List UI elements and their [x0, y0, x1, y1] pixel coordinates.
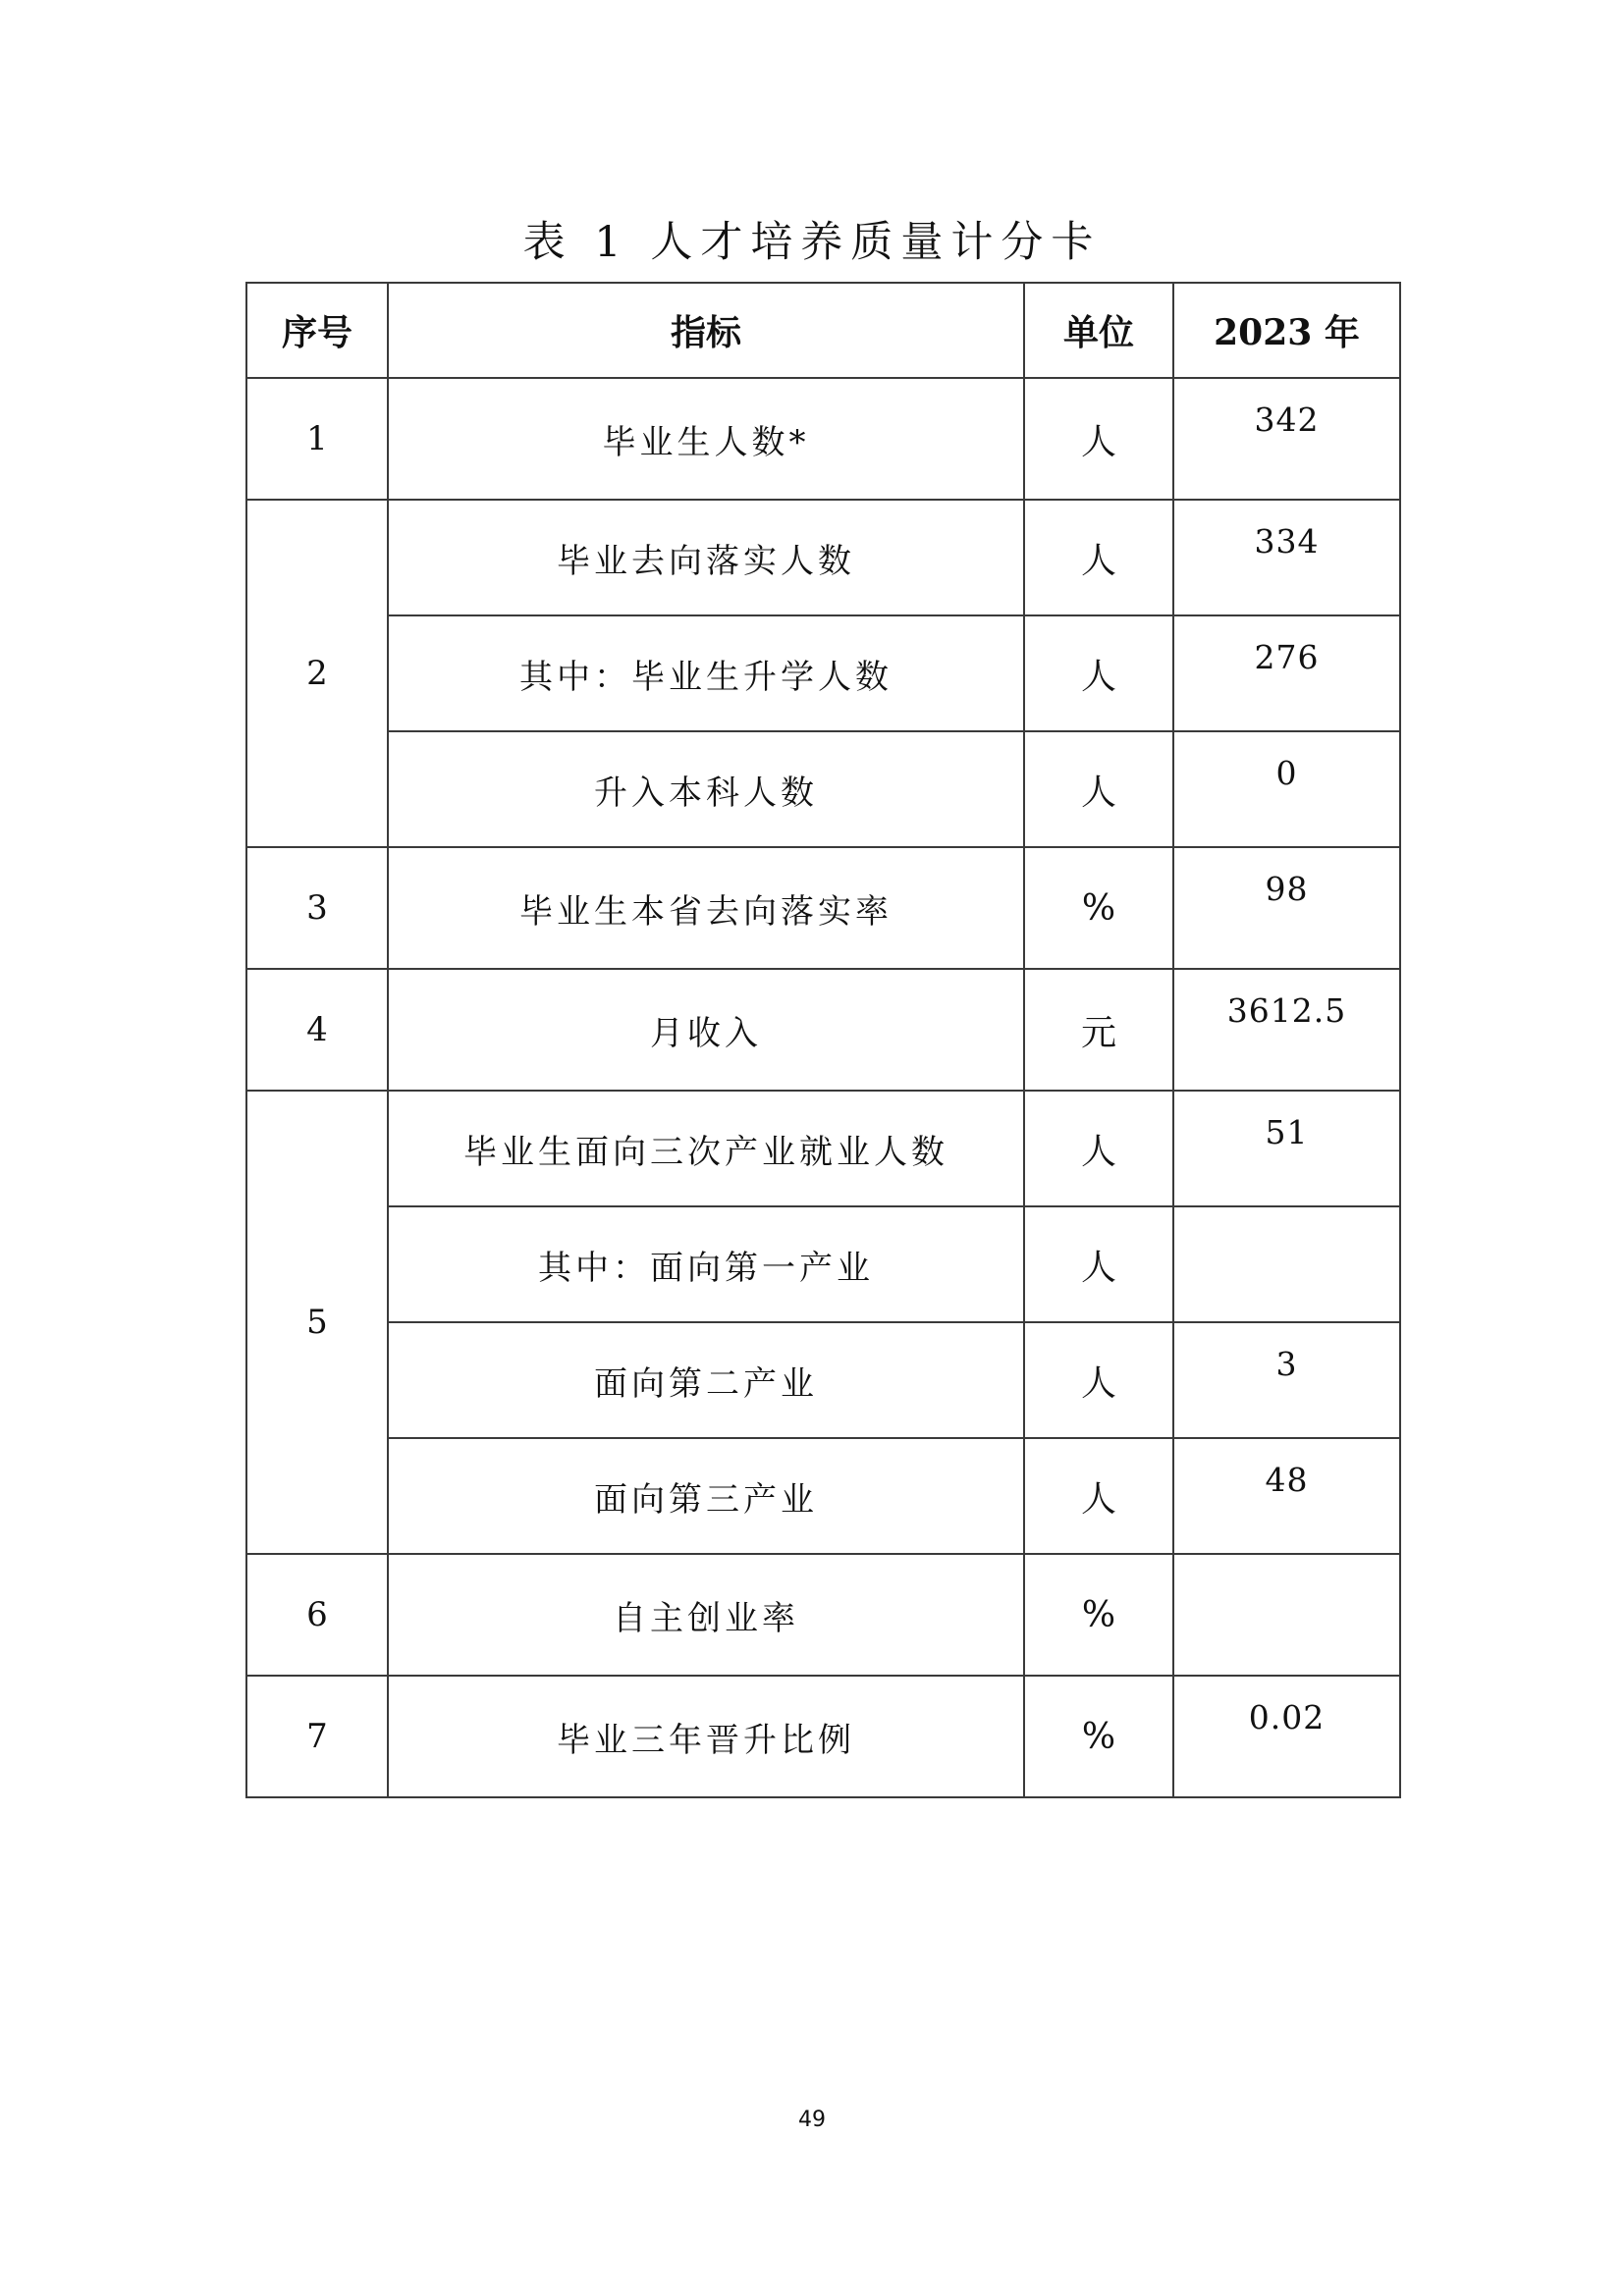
row-unit: 人 — [1024, 731, 1173, 847]
row-index: 6 — [246, 1554, 388, 1676]
row-value — [1173, 1206, 1400, 1322]
table-title: 表 1 人才培养质量计分卡 — [522, 218, 1102, 267]
row-indicator: 毕业生人数* — [388, 378, 1024, 500]
row-unit: % — [1024, 847, 1173, 969]
header-unit: 单位 — [1024, 283, 1173, 378]
header-indicator: 指标 — [388, 283, 1024, 378]
row-index: 3 — [246, 847, 388, 969]
row-value: 3612.5 — [1173, 969, 1400, 1091]
table-row — [246, 1554, 1400, 1676]
page-number: 49 — [798, 2108, 826, 2132]
row-index: 5 — [246, 1091, 388, 1554]
table-row — [246, 500, 1400, 615]
row-value: 342 — [1173, 378, 1400, 500]
talent-quality-scorecard-table — [245, 282, 1401, 1798]
row-value: 0.02 — [1173, 1676, 1400, 1797]
row-unit: 人 — [1024, 615, 1173, 731]
row-value: 3 — [1173, 1322, 1400, 1438]
row-indicator: 毕业生本省去向落实率 — [388, 847, 1024, 969]
table-row — [246, 378, 1400, 500]
row-unit: 人 — [1024, 500, 1173, 615]
row-indicator: 自主创业率 — [388, 1554, 1024, 1676]
row-value: 51 — [1173, 1091, 1400, 1206]
row-index: 1 — [246, 378, 388, 500]
row-indicator: 升入本科人数 — [388, 731, 1024, 847]
row-value: 0 — [1173, 731, 1400, 847]
table-row — [246, 1322, 1400, 1438]
header-year: 2023 年 — [1173, 283, 1400, 378]
table-header-row — [246, 283, 1400, 378]
row-unit: 人 — [1024, 1091, 1173, 1206]
row-value: 48 — [1173, 1438, 1400, 1554]
row-indicator: 面向第二产业 — [388, 1322, 1024, 1438]
row-value — [1173, 1554, 1400, 1676]
row-value: 276 — [1173, 615, 1400, 731]
table-row — [246, 1676, 1400, 1797]
table-row — [246, 1438, 1400, 1554]
table-row — [246, 731, 1400, 847]
row-indicator: 月收入 — [388, 969, 1024, 1091]
row-indicator: 毕业去向落实人数 — [388, 500, 1024, 615]
row-unit: % — [1024, 1676, 1173, 1797]
table-row — [246, 1206, 1400, 1322]
row-value: 334 — [1173, 500, 1400, 615]
row-index: 4 — [246, 969, 388, 1091]
row-indicator: 其中：毕业生升学人数 — [388, 615, 1024, 731]
row-unit: 人 — [1024, 1206, 1173, 1322]
header-index: 序号 — [246, 283, 388, 378]
row-unit: 人 — [1024, 1322, 1173, 1438]
row-indicator: 毕业生面向三次产业就业人数 — [388, 1091, 1024, 1206]
row-indicator: 面向第三产业 — [388, 1438, 1024, 1554]
row-index: 7 — [246, 1676, 388, 1797]
row-index: 2 — [246, 500, 388, 847]
row-unit: 元 — [1024, 969, 1173, 1091]
row-unit: % — [1024, 1554, 1173, 1676]
table-row — [246, 847, 1400, 969]
table-row — [246, 969, 1400, 1091]
table-row — [246, 615, 1400, 731]
table-row — [246, 1091, 1400, 1206]
row-indicator: 其中：面向第一产业 — [388, 1206, 1024, 1322]
row-value: 98 — [1173, 847, 1400, 969]
row-indicator: 毕业三年晋升比例 — [388, 1676, 1024, 1797]
row-unit: 人 — [1024, 378, 1173, 500]
row-unit: 人 — [1024, 1438, 1173, 1554]
